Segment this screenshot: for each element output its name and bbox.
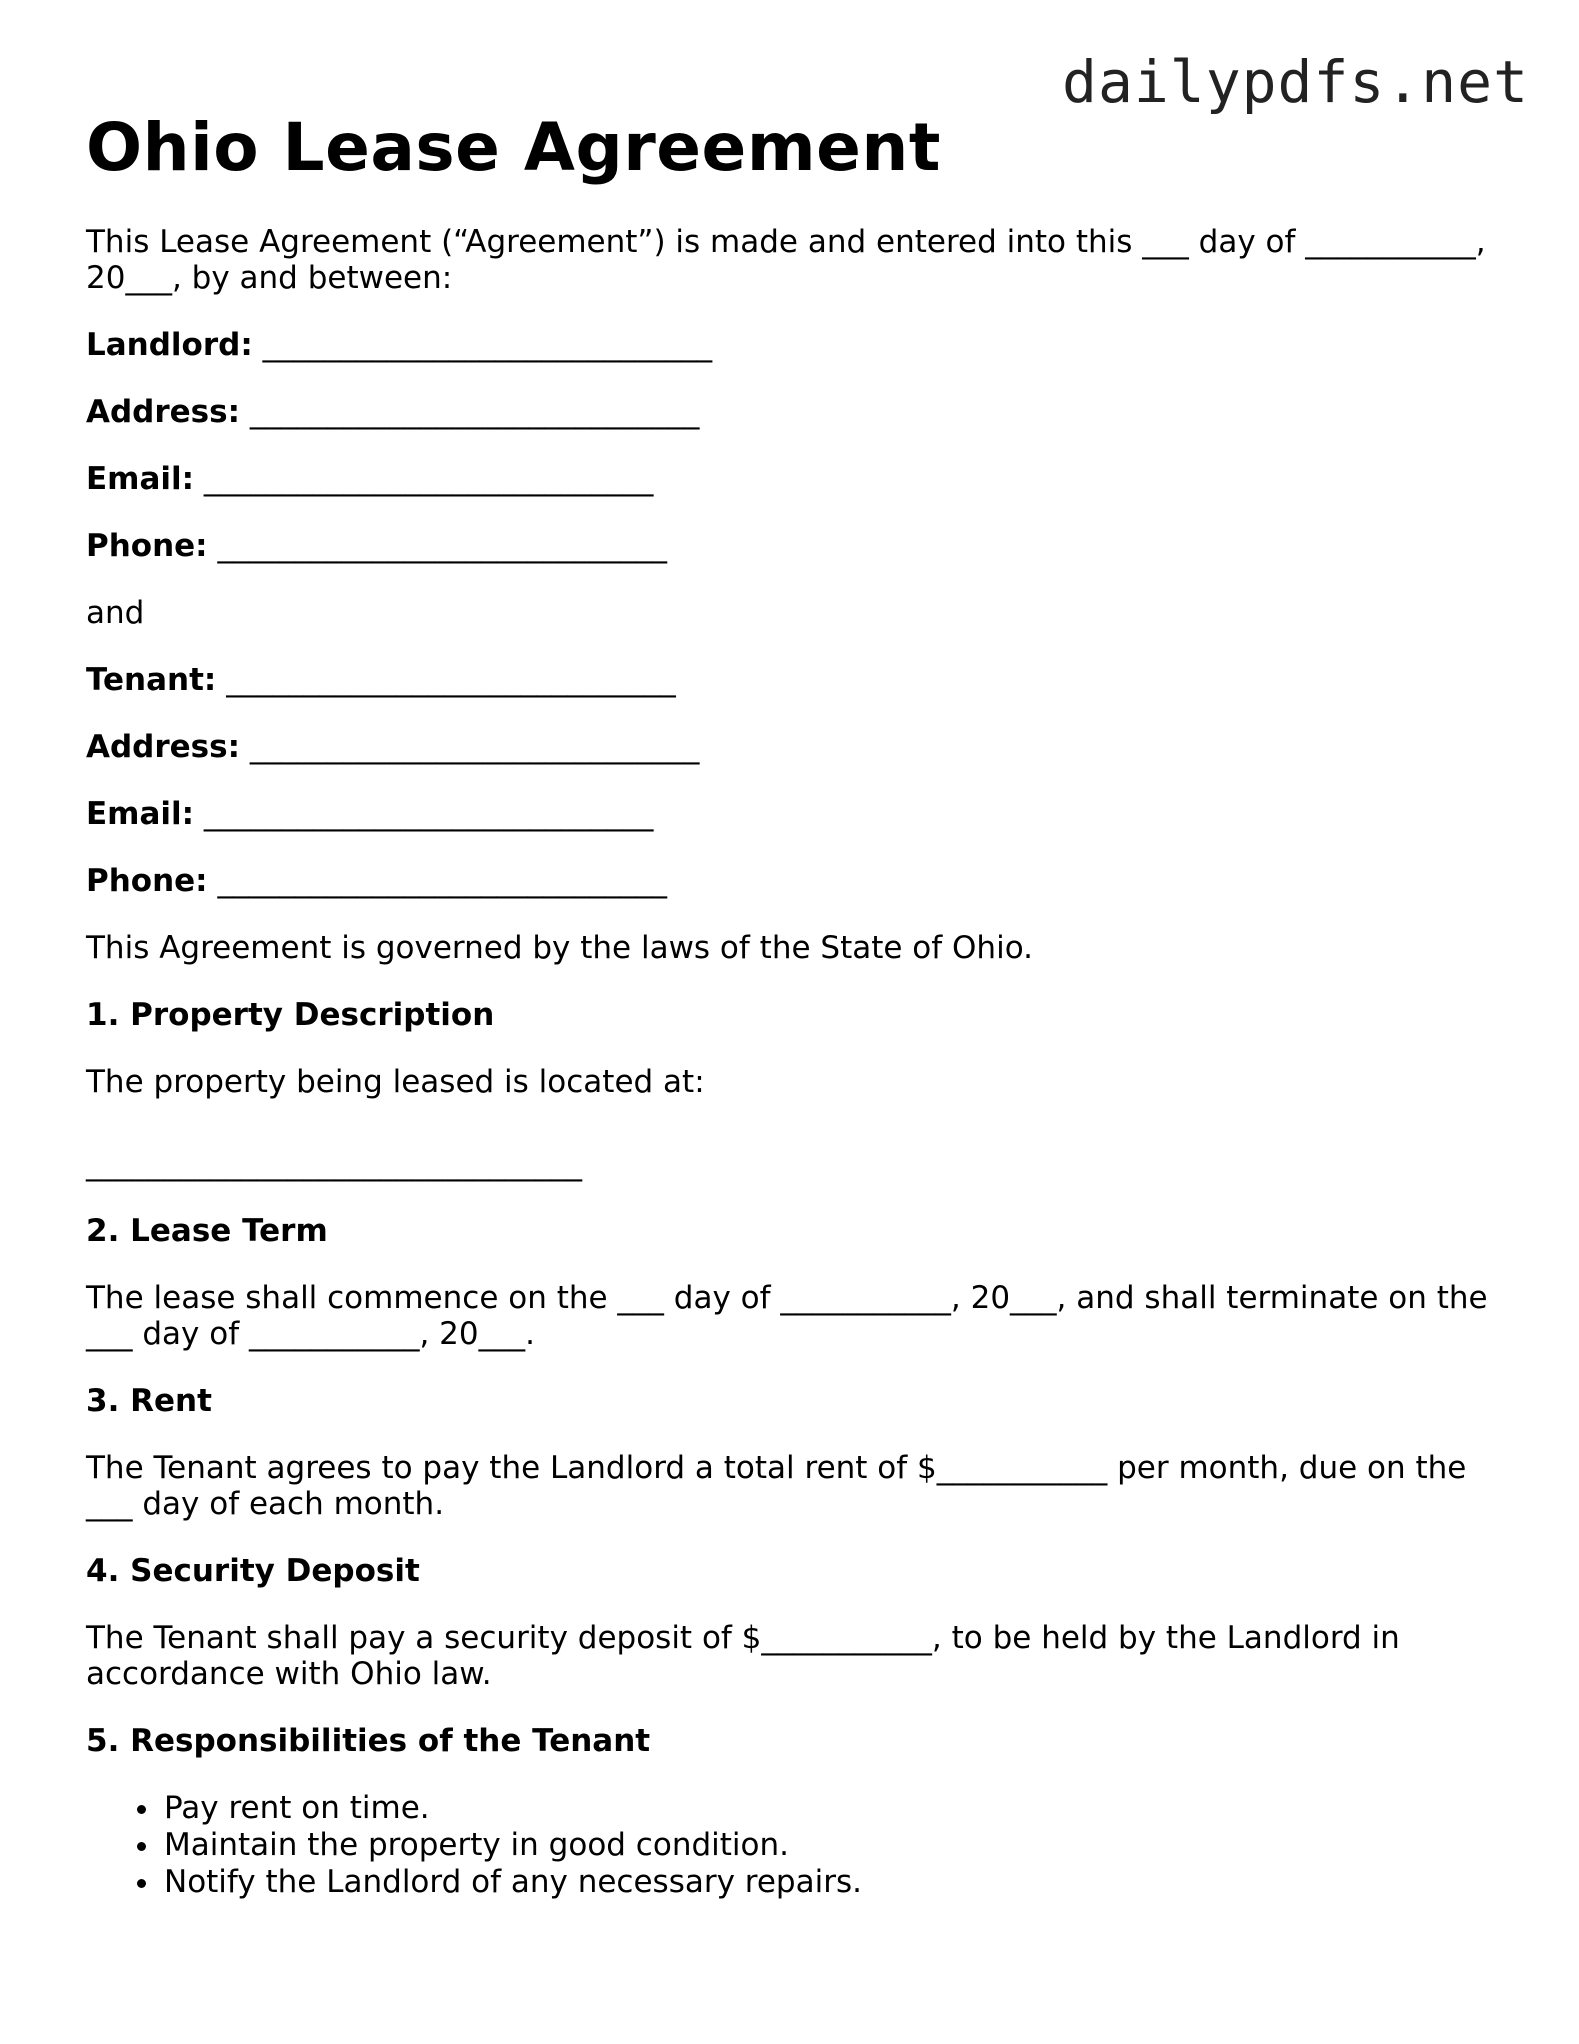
list-item: • Maintain the property in good condition. xyxy=(162,1827,1506,1864)
fill-in-blank[interactable]: _____________________________ xyxy=(226,662,676,698)
field-label: Address: xyxy=(86,729,240,765)
fill-in-blank[interactable]: _____________________________ xyxy=(203,796,654,832)
fill-in-blank[interactable]: _____________________________ xyxy=(203,461,654,497)
section-heading-security-deposit: 4. Security Deposit xyxy=(86,1553,420,1589)
tenant-phone-field[interactable] xyxy=(86,863,1506,899)
field-label: Landlord: xyxy=(86,327,253,363)
security-deposit-text: The Tenant shall pay a security deposit of $___________, to be held by the Landlord in accordance with Ohio law. xyxy=(86,1620,1400,1692)
landlord-phone-field[interactable] xyxy=(86,528,1506,564)
landlord-email-field[interactable] xyxy=(86,461,1506,497)
tenant-name-field[interactable] xyxy=(86,662,1506,698)
governing-law-text: This Agreement is governed by the laws of the State of Ohio. xyxy=(86,930,1033,966)
fill-in-blank[interactable]: _____________________________ xyxy=(249,729,700,765)
rent-text: The Tenant agrees to pay the Landlord a total rent of $___________ per month, due on the ___ day of each month. xyxy=(86,1450,1467,1522)
property-address-blank[interactable]: ________________________________ xyxy=(86,1146,582,1182)
section-heading-tenant-responsibilities: 5. Responsibilities of the Tenant xyxy=(86,1723,651,1759)
fill-in-blank[interactable]: _____________________________ xyxy=(217,528,667,564)
tenant-responsibilities-list xyxy=(86,1790,1506,1901)
section-heading-rent: 3. Rent xyxy=(86,1383,212,1419)
field-label: Email: xyxy=(86,461,195,497)
field-label: Email: xyxy=(86,796,195,832)
property-text: The property being leased is located at: xyxy=(86,1064,705,1100)
document-title: Ohio Lease Agreement xyxy=(86,109,941,186)
fill-in-blank[interactable]: _____________________________ xyxy=(217,863,667,899)
and-text: and xyxy=(86,595,145,631)
tenant-address-field[interactable] xyxy=(86,729,1506,765)
list-item: • Pay rent on time. xyxy=(162,1790,1506,1827)
landlord-name-field[interactable] xyxy=(86,327,1506,363)
fill-in-blank[interactable]: _____________________________ xyxy=(249,394,700,430)
field-label: Address: xyxy=(86,394,240,430)
fill-in-blank[interactable]: _____________________________ xyxy=(262,327,713,363)
landlord-address-field[interactable] xyxy=(86,394,1506,430)
list-item: • Notify the Landlord of any necessary repairs. xyxy=(162,1864,1506,1901)
document-page xyxy=(86,108,1506,1901)
tenant-email-field[interactable] xyxy=(86,796,1506,832)
lease-term-text: The lease shall commence on the ___ day of ___________, 20___, and shall terminate on the ___ day of ___________, 20___. xyxy=(86,1280,1488,1352)
field-label: Tenant: xyxy=(86,662,217,698)
field-label: Phone: xyxy=(86,528,208,564)
section-heading-lease-term: 2. Lease Term xyxy=(86,1213,328,1249)
field-label: Phone: xyxy=(86,863,208,899)
intro-paragraph: This Lease Agreement (“Agreement”) is made and entered into this ___ day of ___________, 20___, by and between: xyxy=(86,224,1486,296)
watermark: dailypdfs.net xyxy=(1062,48,1529,116)
section-heading-property: 1. Property Description xyxy=(86,997,495,1033)
